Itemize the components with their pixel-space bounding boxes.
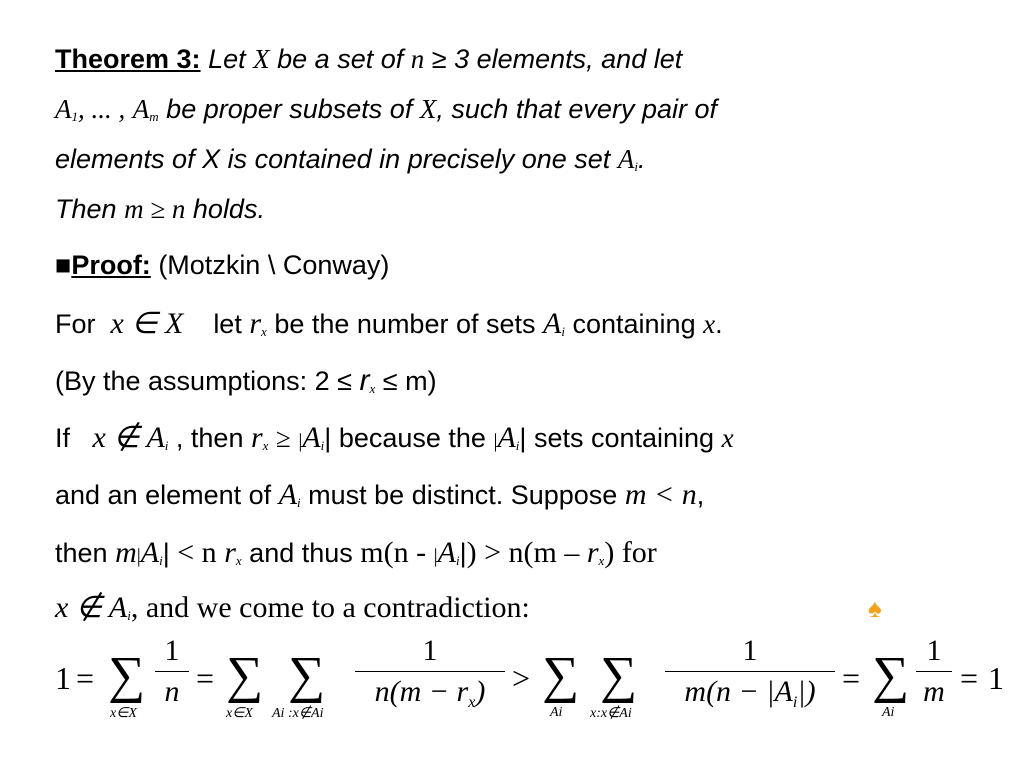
subscript: i — [164, 438, 169, 453]
math-A: A — [543, 307, 562, 340]
text: be proper subsets of — [166, 94, 413, 124]
math-x-notin-A: x ∉ A — [92, 421, 165, 454]
math-A: A — [302, 421, 321, 454]
math-A: A — [55, 94, 72, 124]
subscript: i — [297, 495, 301, 510]
text: because the — [338, 423, 486, 453]
text: , and we come to a contradiction: — [130, 591, 530, 624]
sum-3-limit: Ai :x∉Ai — [272, 706, 324, 721]
subscript: i — [320, 438, 325, 453]
math-eq: = — [960, 660, 979, 696]
numerator: 1 — [164, 634, 180, 667]
math-m-geq-n: m ≥ n — [124, 194, 186, 224]
text: must be distinct. Suppose — [308, 480, 618, 510]
subscript: 1 — [71, 109, 78, 124]
sum-6-limit: Ai — [882, 705, 895, 720]
subscript: m — [149, 109, 159, 124]
proof-line-4 — [55, 478, 704, 512]
bullet-icon: ■ — [55, 250, 72, 280]
theorem-title: Theorem 3: — [55, 44, 201, 74]
text: Let — [208, 44, 246, 74]
math-r: r — [359, 364, 370, 397]
text: ≥ 3 elements, and let — [431, 44, 683, 74]
text: be a set of — [277, 44, 404, 74]
math-r: r — [249, 307, 262, 340]
math-A: A — [140, 536, 160, 569]
theorem-line-1 — [55, 44, 682, 75]
subscript: x — [235, 553, 242, 568]
proof-header — [55, 250, 389, 281]
subscript: x — [262, 438, 269, 453]
numerator: 1 — [926, 634, 942, 667]
sum-1: ∑ — [108, 647, 146, 704]
proof-line-2 — [55, 364, 437, 398]
subscript: x — [369, 381, 376, 396]
fraction-bar — [155, 671, 189, 672]
text: ≤ m) — [382, 366, 437, 396]
text: (By the assumptions: 2 ≤ — [55, 366, 352, 396]
math-one: 1 — [988, 660, 1004, 696]
subscript: i — [634, 159, 638, 174]
text: Then — [55, 194, 117, 224]
sum-5: ∑ — [600, 647, 638, 704]
subscript: x — [598, 553, 605, 568]
math-dots: , ... , — [78, 94, 126, 124]
denominator: m — [923, 675, 945, 708]
math-bar: | — [324, 423, 332, 453]
text: sets containing — [533, 423, 715, 453]
math-m-lt-n: m < n — [624, 478, 697, 511]
theorem-line-3 — [55, 144, 645, 175]
subscript: i — [515, 438, 520, 453]
sum-3: ∑ — [288, 647, 326, 704]
sum-4-limit: Ai — [550, 705, 563, 720]
math-bar: | — [162, 538, 170, 568]
numerator: 1 — [422, 634, 438, 667]
theorem-line-2 — [55, 94, 717, 125]
sum-4: ∑ — [542, 647, 580, 704]
den-text: ) — [475, 675, 486, 708]
math-gt: > — [512, 660, 531, 696]
sum-5-limit: x:x∉Ai — [590, 706, 632, 721]
contradiction-formula — [50, 630, 1020, 740]
text: holds. — [192, 194, 265, 224]
subscript: i — [455, 553, 460, 568]
math-bar: | — [519, 423, 527, 453]
text: elements of X is contained in precisely one set — [55, 144, 611, 174]
text: For — [55, 309, 96, 339]
theorem-line-4 — [55, 194, 265, 225]
subscript: i — [792, 694, 798, 711]
proof-line-1 — [55, 306, 723, 341]
math-r: r — [586, 536, 599, 569]
proof-title: Proof: — [71, 250, 151, 280]
math-eq: = — [196, 660, 215, 696]
math-bar: | — [493, 430, 498, 452]
sum-6: ∑ — [872, 647, 910, 704]
math-expr: ) > n(m – — [466, 536, 580, 569]
proof-line-3 — [55, 420, 734, 455]
denominator — [665, 675, 835, 714]
math-A: A — [132, 94, 150, 124]
proof-line-5 — [55, 536, 657, 570]
den-text: |) — [797, 675, 816, 708]
text: be the number of sets — [274, 309, 536, 339]
text: , such that every pair of — [436, 94, 717, 124]
fraction-4 — [916, 634, 952, 709]
math-bar: | — [459, 538, 467, 568]
den-text: m(n − |A — [684, 675, 793, 708]
math-expr: ) for — [604, 536, 657, 569]
math-n: n — [410, 44, 425, 74]
math-A: A — [437, 536, 456, 569]
subscript: x — [261, 324, 267, 339]
subscript: i — [561, 324, 565, 339]
math-bar: | — [298, 430, 303, 452]
math-x-notin-A: x ∉ A — [55, 591, 128, 624]
math-bar: | — [136, 545, 141, 567]
proof-credit: (Motzkin \ Conway) — [158, 250, 390, 280]
denominator: n — [164, 675, 180, 708]
math-A: A — [497, 421, 516, 454]
sum-1-limit: x∈X — [110, 706, 137, 721]
text: then — [55, 538, 108, 568]
spade-icon: ♠ — [868, 593, 882, 623]
math-x: x — [703, 309, 716, 339]
math-lt-n: < n — [177, 536, 217, 569]
math-X: X — [253, 44, 270, 74]
math-X: X — [419, 94, 437, 124]
proof-line-6 — [55, 590, 530, 625]
numerator: 1 — [742, 634, 758, 667]
math-A: A — [278, 478, 298, 511]
math-eq: = — [842, 660, 861, 696]
text: , then — [175, 423, 244, 453]
math-bar: | — [433, 545, 438, 567]
math-r: r — [224, 536, 236, 569]
den-text: n(m − r — [374, 675, 469, 708]
fraction-bar — [916, 671, 952, 672]
subscript: x — [468, 694, 476, 711]
sum-2: ∑ — [226, 647, 264, 704]
text: let — [213, 309, 242, 339]
math-x: x — [721, 423, 734, 453]
sum-2-limit: x∈X — [226, 706, 253, 721]
math-r: r — [250, 421, 263, 454]
fraction-2 — [355, 634, 505, 714]
math-geq: ≥ — [275, 423, 291, 453]
text: , — [696, 480, 705, 510]
text: containing — [572, 309, 696, 339]
math-x-in-X: x ∈ X — [110, 307, 184, 340]
math-one: 1 — [55, 660, 71, 696]
math-m: m — [115, 536, 137, 569]
text: . — [637, 144, 646, 174]
math-eq: = — [76, 660, 95, 696]
subscript: i — [127, 608, 131, 623]
text: If — [55, 423, 71, 453]
math-expr: m(n - — [360, 536, 427, 569]
denominator — [355, 675, 505, 714]
fraction-bar — [355, 671, 505, 672]
subscript: i — [159, 553, 163, 568]
fraction-3 — [665, 634, 835, 714]
text: . — [715, 309, 723, 339]
text: and an element of — [55, 480, 272, 510]
fraction-bar — [665, 671, 835, 672]
math-A: A — [617, 144, 635, 174]
text: and thus — [249, 538, 353, 568]
fraction-1 — [155, 634, 189, 709]
